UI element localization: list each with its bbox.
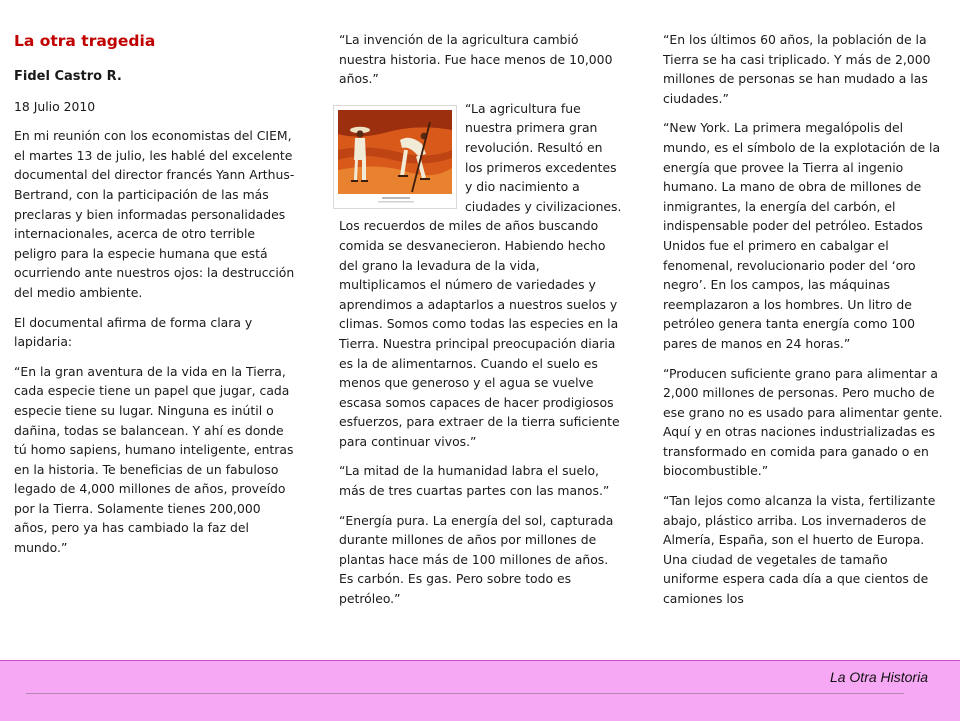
article-column-3 [663,30,943,619]
quote-paragraph: “La invención de la agricultura cambió nuestra historia. Fue hace menos de 10,000 años.” [339,32,613,87]
quote-paragraph: “En los últimos 60 años, la población de la Tierra se ha casi triplicado. Y más de 2,000 millones de personas se han mudado a las ciudades.” [663,32,931,106]
paragraph: El documental afirma de forma clara y lapidaria: [14,314,253,350]
article-column-1 [14,30,296,568]
quote-paragraph: “Producen suficiente grano para alimentar a 2,000 millones de personas. Pero mucho de ese grano no es usado para alimentar gente. Aquí y en otras naciones industrializadas es transformado en comida para ganado o en biocombustible.” [663,365,943,479]
article-date: 18 Julio 2010 [14,98,96,114]
quote-paragraph: “New York. La primera megalópolis del mundo, es el símbolo de la explotación de la energía que provee la Tierra al ingenio humano. La mano de obra de millones de inmigrantes, la energía del carbón, el indispensable poder del petróleo. Estados Unidos fue el primero en cabalgar el fenomenal, revolucionario poder del ‘oro negro’. En los campos, las máquinas reemplazaron a los hombres. Un litro de petróleo genera tanta energía como 100 pares de manos en 24 horas.” [663,120,941,351]
article-column-2 [339,30,622,619]
footer-divider [26,693,904,694]
slide-footer [0,660,960,721]
footer-title: La Otra Historia [829,669,928,685]
quote-paragraph: “Tan lejos como alcanza la vista, fertilizante abajo, plástico arriba. Los invernaderos de Almería, España, son el huerto de Europa. Una ciudad de vegetales de tamaño uniforme espera cada día a que cientos de camiones los [663,493,936,607]
article-title: La otra tragedia [14,32,156,50]
quote-paragraph: “En la gran aventura de la vida en la Tierra, cada especie tiene un papel que jugar, cada especie tiene su lugar. Ninguna es inútil o dañina, todas se balancean. Y ahí es donde tú homo sapiens, humano inteligente, entras en la historia. Te beneficias de un fabuloso legado de 4,000 millones de años, proveído por la Tierra. Solamente tienes 200,000 años, pero ya has cambiado la faz del mundo.” [14,363,294,556]
quote-paragraph: “Energía pura. La energía del sol, capturada durante millones de años por millones de plantas hace más de 100 millones de años. Es carbón. Es gas. Pero sobre todo es petróleo.” [339,512,614,607]
quote-paragraph: “La agricultura fue nuestra primera gran revolución. Resultó en los primeros excedentes y dio nacimiento a ciudades y civilizaciones. Los recuerdos de miles de años buscando comida se desvanecieron. Habiendo hecho del grano la levadura de la vida, multiplicamos el número de variedades y aprendimos a adaptarlos a nuestros suelos y climas. Somos como todas las especies en la Tierra. Nuestra principal preocupación diaria es la de alimentarnos. Cuando el suelo es menos que generoso y el agua se vuelve escasa somos capaces de hacer prodigiosos esfuerzos, para extraer de la tierra suficiente para continuar vivos.” [339,100,622,449]
article-author: Fidel Castro R. [14,69,122,84]
quote-paragraph: “La mitad de la humanidad labra el suelo, más de tres cuartas partes con las manos.” [339,463,610,499]
painting-farmers-image [333,105,457,209]
painting-illustration [338,110,452,205]
paragraph: En mi reunión con los economistas del CIEM, el martes 13 de julio, les hablé del excelente documental del director francés Yann Arthus-Bertrand, con la participación de las más preclaras y bien informadas personalidades internacionales, acerca de otro terrible peligro para la especie humana que está ocurriendo ante nuestros ojos: la destrucción del medio ambiente. [14,128,295,300]
